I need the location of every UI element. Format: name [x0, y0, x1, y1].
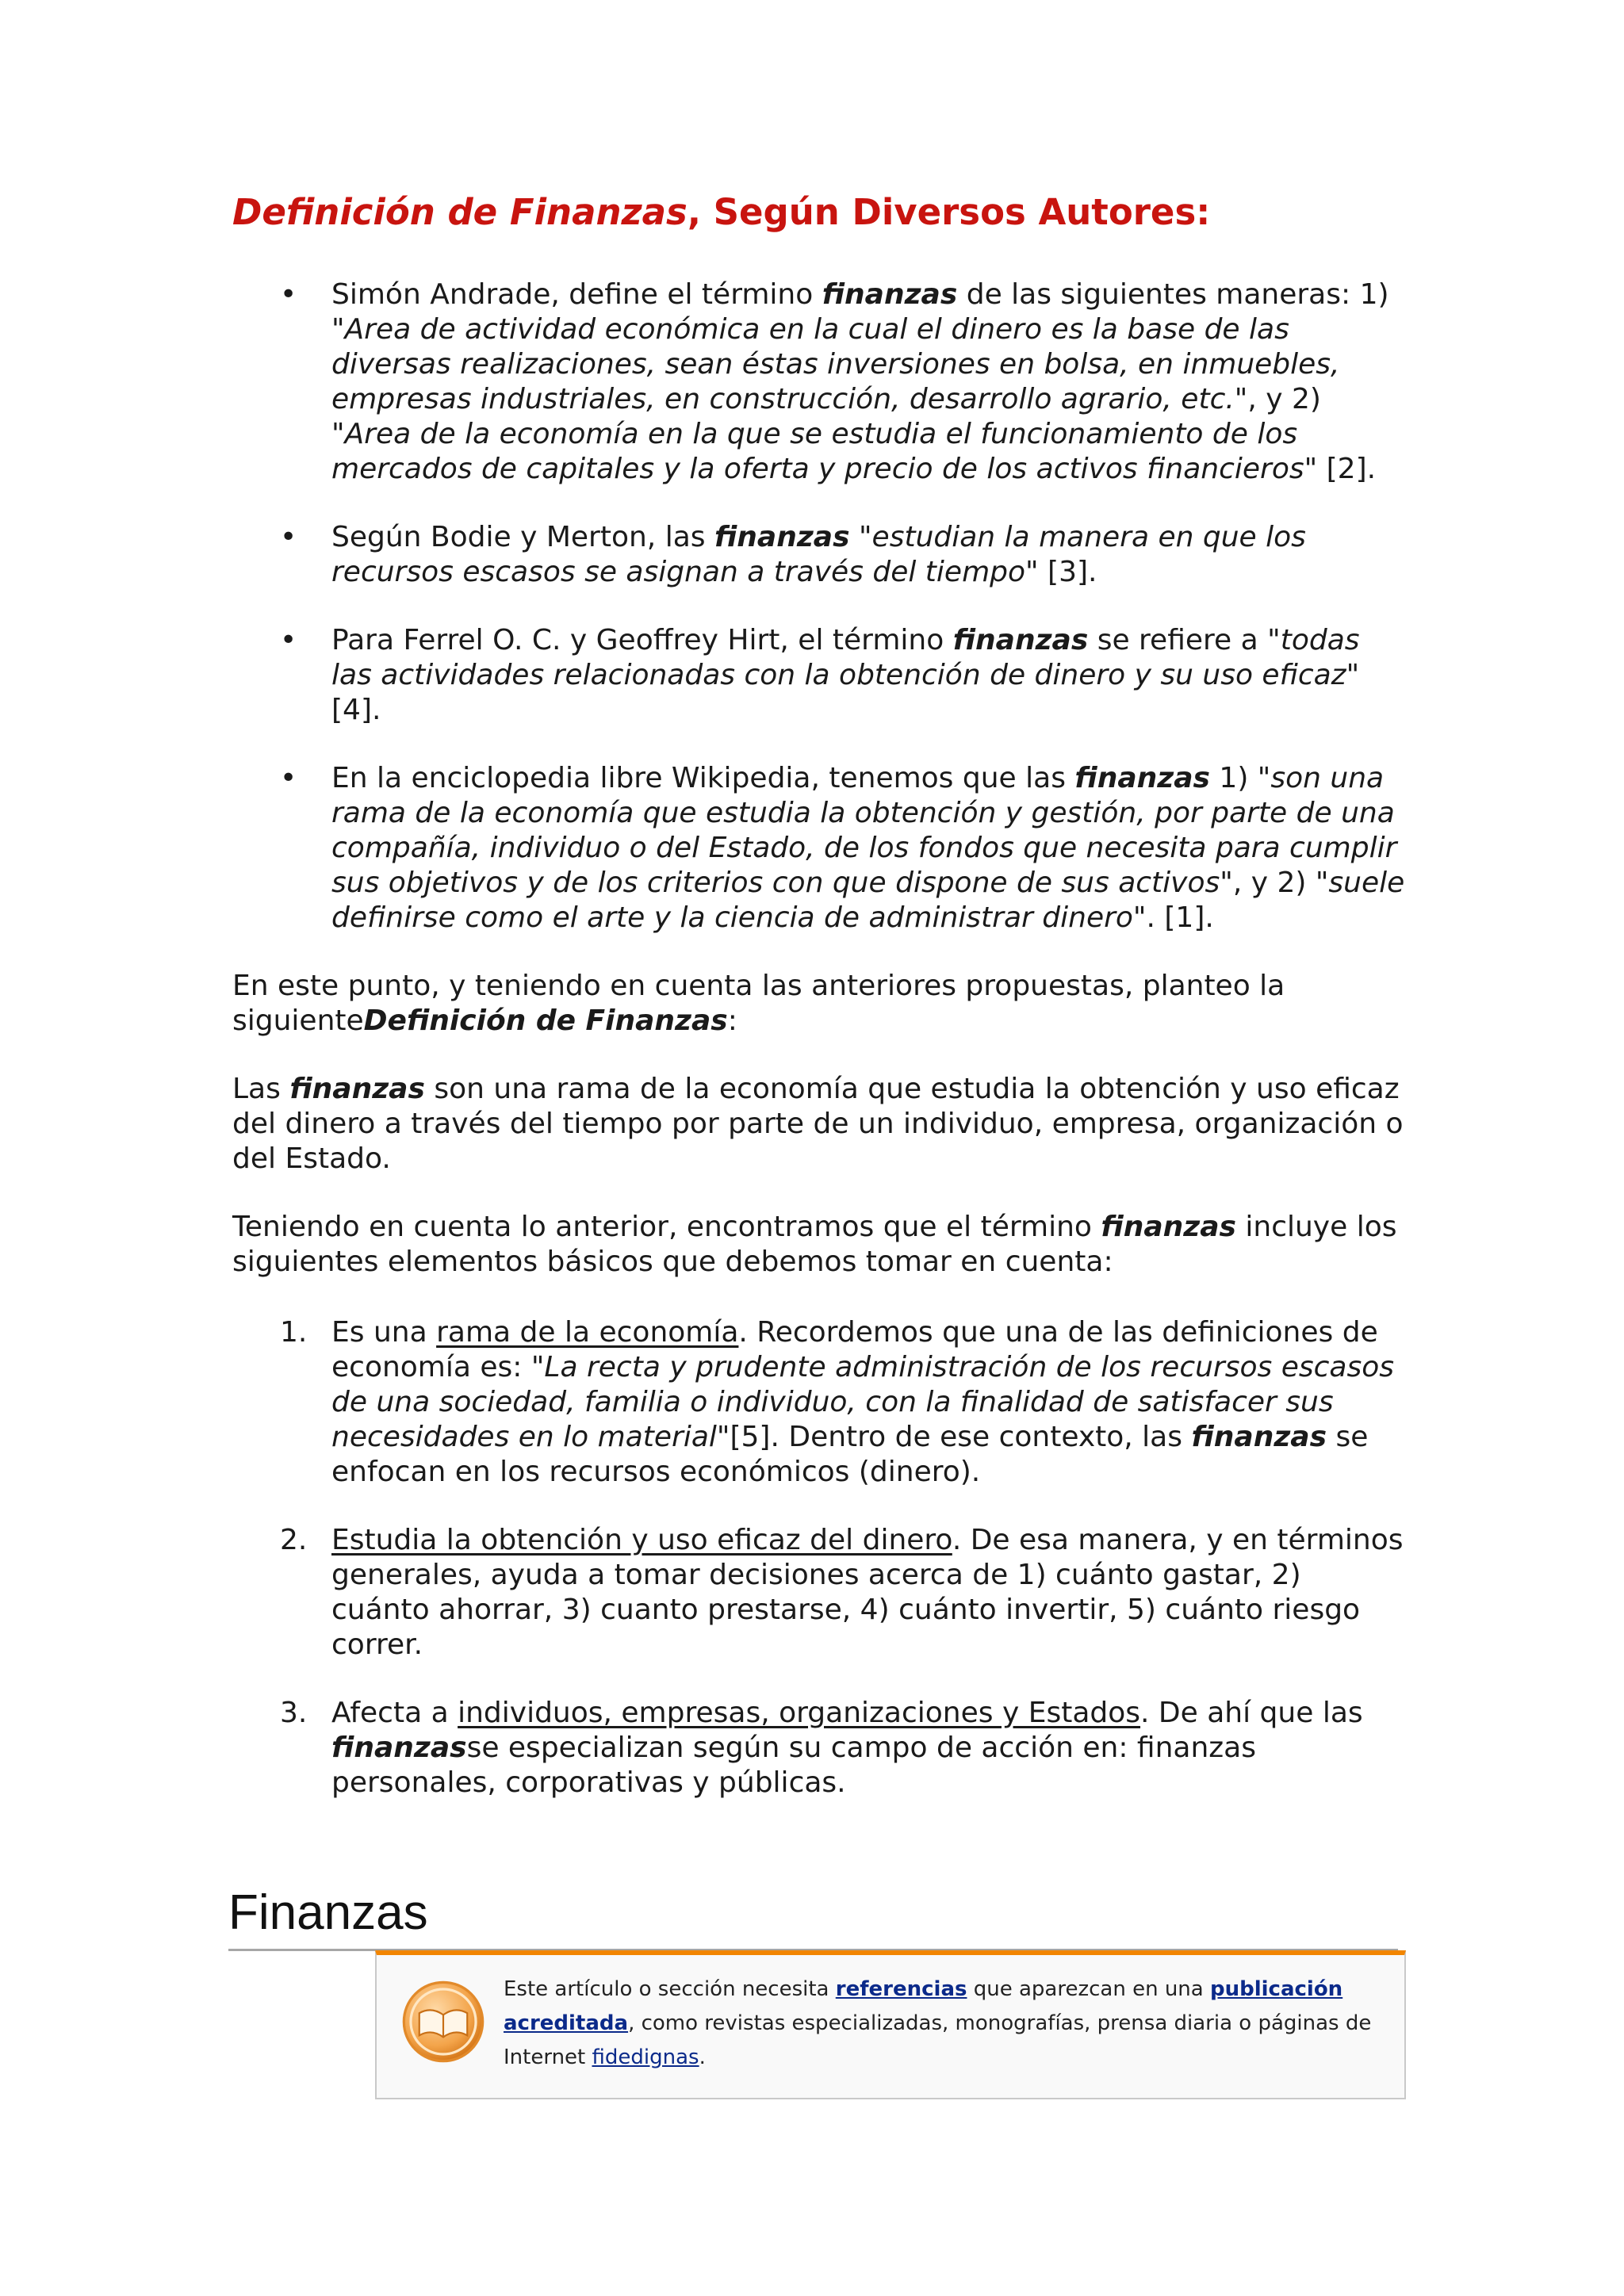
text-run: Según Bodie y Merton, las: [331, 521, 714, 553]
list-number: 3.: [280, 1697, 308, 1729]
citation: [2].: [1317, 453, 1377, 485]
citation: [4].: [331, 694, 381, 726]
text-run: que aparezcan en una: [967, 1977, 1210, 2001]
term-finanzas: finanzas: [289, 1073, 425, 1105]
list-item: [232, 520, 1406, 590]
paragraph-definition: [232, 1072, 1406, 1177]
list-item: [232, 1523, 1406, 1663]
basic-elements-list: [232, 1315, 1406, 1800]
definition-term: Definición de Finanzas: [363, 1004, 728, 1037]
text-run: Para Ferrel O. C. y Geoffrey Hirt, el término: [331, 624, 953, 656]
term-finanzas: finanzas: [952, 624, 1089, 656]
term-finanzas: finanzas: [1101, 1211, 1236, 1243]
text-run: En la enciclopedia libre Wikipedia, tenemos que las: [331, 762, 1075, 794]
term-finanzas: finanzas: [331, 1732, 467, 1764]
link-publicacion-acreditada[interactable]: publicación acreditada: [504, 1977, 1343, 2035]
citation: " [3].: [1025, 556, 1097, 588]
text-run: son una rama de la economía que estudia la obtención y uso eficaz del dinero a través del tiempo por parte de un individuo, empresa, organización o del Estado.: [232, 1073, 1404, 1175]
text-run: se refiere a: [1088, 624, 1268, 656]
quote: suele definirse como el arte y la ciencia de administrar dinero: [331, 867, 1405, 934]
list-item: [232, 761, 1406, 936]
text-run: :: [727, 1004, 737, 1037]
list-item: [232, 1315, 1406, 1490]
author-definitions-list: [232, 277, 1406, 936]
list-number: 2.: [280, 1524, 308, 1556]
underlined-phrase: rama de la economía: [436, 1316, 739, 1349]
title-italic: Definición de Finanzas: [232, 191, 688, 233]
link-referencias[interactable]: referencias: [835, 1977, 967, 2001]
list-item: [232, 1696, 1406, 1800]
quote: estudian la manera en que los recursos escasos se asignan a través del tiempo: [331, 521, 1306, 588]
text-run: , como revistas especializadas, monografías, prensa diaria o páginas de Internet: [504, 2011, 1372, 2069]
text-run: se especializan según su campo de acción en: finanzas personales, corporativas y públicas.: [331, 1732, 1256, 1799]
paragraph-proposal: [232, 969, 1406, 1039]
term-finanzas: finanzas: [714, 521, 850, 553]
text-run: , y 2): [1247, 383, 1321, 415]
term-finanzas: finanzas: [822, 278, 958, 311]
text-run: 1) ": [1209, 762, 1271, 794]
text-run: "[5]. Dentro de ese contexto, las: [716, 1421, 1192, 1453]
text-run: En este punto, y teniendo en cuenta las anteriores propuestas, planteo la siguiente: [232, 970, 1285, 1037]
term-finanzas: finanzas: [1074, 762, 1210, 794]
list-item: [232, 277, 1406, 487]
quote: "todas las actividades relacionadas con la obtención de dinero y su uso eficaz": [331, 624, 1360, 691]
quote: son una rama de la economía que estudia la obtención y gestión, por parte de una compañía, individuo o del Estado, de los fondos que necesita para cumplir sus objetivos y de los criterios con que dispone de sus activos: [331, 762, 1397, 899]
document-page: [232, 189, 1406, 1834]
text-run: Simón Andrade, define el término: [331, 278, 822, 311]
paragraph-elements-intro: [232, 1210, 1406, 1280]
text-run: . Recordemos que una de las definiciones de economía es: ": [331, 1316, 1378, 1383]
text-run: .: [699, 2045, 706, 2069]
quote: "Area de la economía en la que se estudia el funcionamiento de los mercados de capitales y la oferta y precio de los activos financieros": [331, 418, 1318, 485]
text-run: . De esa manera, y en términos generales, ayuda a tomar decisiones acerca de 1) cuánto gastar, 2) cuánto ahorrar, 3) cuanto prestarse, 4) cuánto invertir, 5) cuánto riesgo correr.: [331, 1524, 1404, 1661]
text-run: ", y 2) ": [1220, 867, 1329, 899]
underlined-phrase: individuos, empresas, organizaciones y Estados: [458, 1697, 1141, 1729]
book-icon: [400, 1979, 486, 2064]
text-run: Teniendo en cuenta lo anterior, encontramos que el término: [232, 1211, 1101, 1243]
term-finanzas: finanzas: [1191, 1421, 1327, 1453]
title-rest: , Según Diversos Autores:: [687, 191, 1211, 233]
notice-text: [504, 1973, 1376, 2075]
text-run: incluye los siguientes elementos básicos que debemos tomar en cuenta:: [232, 1211, 1397, 1278]
list-number: 1.: [280, 1316, 308, 1349]
text-run: Es una: [331, 1316, 437, 1349]
quote: "Area de actividad económica en la cual el dinero es la base de las diversas realizaciones, sean éstas inversiones en bolsa, en inmuebles, empresas industriales, en construcción, desarrollo agrario, etc.": [331, 313, 1340, 415]
link-fidedignas[interactable]: fidedignas: [592, 2045, 699, 2069]
section-heading: Finanzas: [228, 1883, 1398, 1951]
underlined-phrase: Estudia la obtención y uso eficaz del dinero: [331, 1524, 952, 1556]
text-run: Las: [232, 1073, 290, 1105]
citation: ". [1].: [1132, 901, 1214, 934]
quote: La recta y prudente administración de los recursos escasos de una sociedad, familia o individuo, con la finalidad de satisfacer sus necesidades en lo material: [331, 1351, 1395, 1453]
text-run: ": [849, 521, 872, 553]
list-item: [232, 623, 1406, 728]
text-run: se enfocan en los recursos económicos (dinero).: [331, 1421, 1369, 1488]
text-run: de las siguientes maneras: 1): [957, 278, 1389, 311]
text-run: . De ahí que las: [1140, 1697, 1363, 1729]
text-run: Afecta a: [331, 1697, 458, 1729]
page-title: [232, 189, 1406, 236]
references-notice-box: [375, 1950, 1406, 2099]
text-run: Este artículo o sección necesita: [504, 1977, 836, 2001]
